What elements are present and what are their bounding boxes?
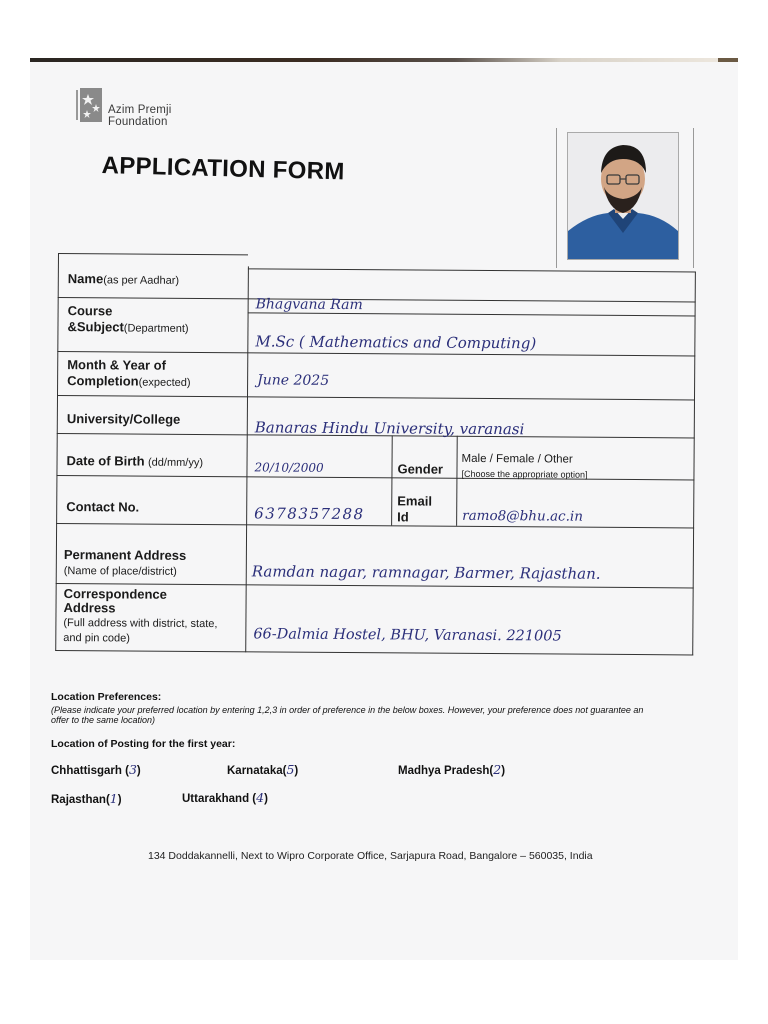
- completion-label: Month & Year of Completion(expected): [67, 357, 191, 389]
- permanent-address-value: Ramdan nagar, ramnagar, Barmer, Rajasthan.: [251, 562, 601, 583]
- correspondence-address-label: Correspondence Address (Full address with district, state, and pin code): [63, 586, 218, 645]
- contact-value: 6378357288: [254, 504, 365, 524]
- email-value: ramo8@bhu.ac.in: [462, 507, 583, 525]
- application-form-table: [55, 253, 696, 655]
- permanent-address-label: Permanent Address (Name of place/district): [63, 547, 187, 578]
- course-label: Course &Subject(Department): [67, 303, 189, 335]
- gender-hint: [Choose the appropriate option]: [461, 468, 588, 480]
- contact-label: Contact No.: [66, 499, 140, 515]
- foundation-name: Azim Premji Foundation: [108, 104, 172, 128]
- email-label: Email Id: [397, 493, 433, 525]
- pref-chhattisgarh: Chhattisgarh (3): [51, 762, 141, 777]
- posting-heading: Location of Posting for the first year:: [51, 738, 236, 750]
- university-label: University/College: [66, 411, 181, 427]
- completion-value: June 2025: [257, 372, 330, 389]
- pref-karnataka: Karnataka(5): [227, 762, 299, 777]
- location-preferences-heading: Location Preferences:: [51, 691, 162, 703]
- course-value: M.Sc ( Mathematics and Computing): [255, 332, 537, 353]
- applicant-photo: [567, 132, 679, 260]
- university-value: Banaras Hindu University, varanasi: [254, 418, 525, 439]
- pref-rajasthan: Rajasthan(1): [51, 791, 122, 806]
- foundation-logo: [76, 88, 196, 128]
- footer-address: 134 Doddakannelli, Next to Wipro Corporate Office, Sarjapura Road, Bangalore – 560035, India: [148, 850, 593, 862]
- dob-value: 20/10/2000: [254, 460, 324, 475]
- correspondence-address-value: 66-Dalmia Hostel, BHU, Varanasi. 221005: [253, 626, 562, 645]
- name-label: Name(as per Aadhar): [67, 271, 180, 287]
- pref-madhya-pradesh: Madhya Pradesh(2): [398, 762, 506, 777]
- name-value: Bhagvana Ram: [255, 296, 363, 314]
- location-preferences-note: (Please indicate your preferred location by entering 1,2,3 in order of preference in the below boxes. However, your preference does not guarantee an offer to the same location): [51, 705, 644, 725]
- foundation-logo-icon: [76, 88, 104, 122]
- pref-uttarakhand: Uttarakhand (4): [182, 790, 268, 805]
- gender-label: Gender: [397, 461, 444, 477]
- dob-label: Date of Birth (dd/mm/yy): [66, 453, 204, 470]
- form-title: APPLICATION FORM: [101, 152, 345, 186]
- applicant-photo-image: [568, 133, 678, 259]
- gender-options: Male / Female / Other: [461, 452, 573, 466]
